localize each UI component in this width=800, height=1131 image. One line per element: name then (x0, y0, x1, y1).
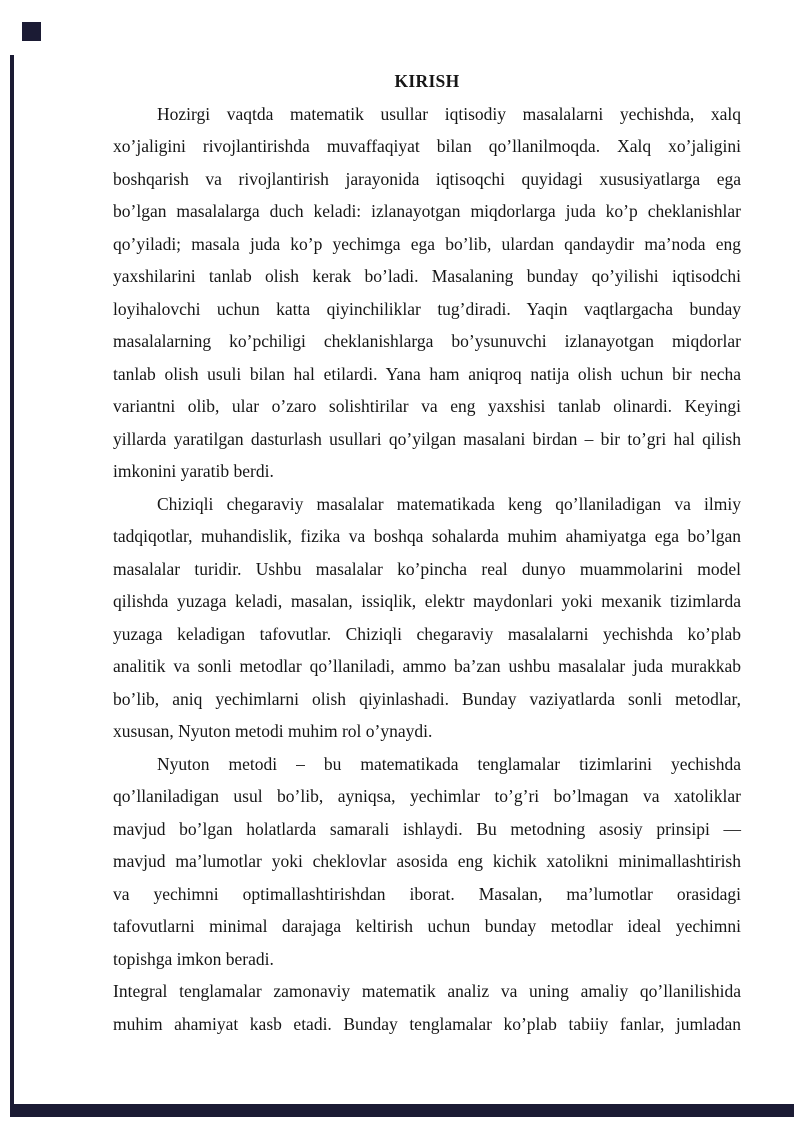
text-line: va yechimni optimallashtirishdan iborat. Masalan, ma’lumotlar orasidagi (113, 883, 741, 904)
text-line: yillarda yaratilgan dasturlash usullari qo’yilgan masalani birdan – bir to’gri hal qilish (113, 428, 741, 449)
text-line: variantni olib, ular o’zaro solishtirilar va eng yaxshisi tanlab olinardi. Keyingi (113, 396, 741, 416)
text-line: yaxshilarini tanlab olish kerak bo’ladi. Masalaning bunday qo’yilishi iqtisodchi (113, 266, 741, 286)
text-line: imkonini yaratib berdi. (113, 461, 274, 481)
text-line: bo’lgan masalalarga duch keladi: izlanayotgan miqdorlarga juda ko’p cheklanishlar (113, 201, 741, 221)
page-title: KIRISH (394, 71, 460, 91)
paragraph-4 (113, 975, 741, 1040)
text-line: tanlab olish usuli bilan hal etilardi. Yana ham aniqroq natija olish uchun bir necha (113, 363, 741, 384)
body-text (113, 98, 741, 1041)
paragraph-1 (113, 98, 741, 488)
text-line: muhim ahamiyat kasb etadi. Bunday tenglamalar ko’plab tabiiy fanlar, jumladan (113, 1013, 741, 1034)
paragraph-2 (113, 488, 741, 748)
page-border-left-line (10, 55, 14, 1104)
text-line: topishga imkon beradi. (113, 948, 274, 969)
text-line: bo’lib, aniq yechimlarni olish qiyinlashadi. Bunday vaziyatlarda sonli metodlar, (113, 688, 741, 709)
text-line: yuzaga keladigan tafovutlar. Chiziqli chegaraviy masalalarni yechishda ko’plab (113, 623, 741, 644)
text-line: Hozirgi vaqtda matematik usullar iqtisodiy masalalarni yechishda, xalq (157, 103, 741, 124)
text-line: qilishda yuzaga keladi, masalan, issiqlik, elektr maydonlari yoki mexanik tizimlarda (113, 591, 741, 611)
text-line: masalalar turidir. Ushbu masalalar ko’pincha real dunyo muammolarini model (113, 558, 741, 579)
text-line: loyihalovchi uchun katta qiyinchiliklar tug’diradi. Yaqin vaqtlargacha bunday (113, 298, 741, 319)
text-line: Integral tenglamalar zamonaviy matematik analiz va uning amaliy qo’llanilishida (113, 981, 741, 1001)
text-line: boshqarish va rivojlantirish jarayonida iqtisoqchi quyidagi xususiyatlarga ega (113, 168, 741, 189)
text-line: analitik va sonli metodlar qo’llaniladi, ammo ba’zan ushbu masalalar juda murakkab (113, 656, 741, 676)
text-line: masalalarning ko’pchiligi cheklanishlarga bo’ysunuvchi izlanayotgan miqdorlar (113, 331, 741, 351)
text-line: mavjud ma’lumotlar yoki cheklovlar asosida eng kichik xatolikni minimallashtirish (113, 851, 741, 871)
text-line: qo’llaniladigan usul bo’lib, ayniqsa, yechimlar to’g’ri bo’lmagan va xatoliklar (113, 786, 741, 806)
text-line: Nyuton metodi – bu matematikada tenglamalar tizimlarini yechishda (157, 753, 741, 774)
text-line: Chiziqli chegaraviy masalalar matematikada keng qo’llaniladigan va ilmiy (157, 493, 741, 514)
text-line: xo’jaligini rivojlantirishda muvaffaqiyat bilan qo’llanilmoqda. Xalq xo’jaligini (113, 136, 741, 156)
text-line: xususan, Nyuton metodi muhim rol o’ynaydi. (113, 721, 433, 741)
paragraph-3 (113, 748, 741, 976)
page-border-corner-mark (22, 22, 41, 41)
text-column (113, 65, 741, 1040)
page-border-bottom-bar (10, 1104, 794, 1117)
text-line: tadqiqotlar, muhandislik, fizika va boshqa sohalarda muhim ahamiyatga ega bo’lgan (113, 526, 741, 546)
text-line: qo’yiladi; masala juda ko’p yechimga ega bo’lib, ulardan qandaydir ma’noda eng (113, 233, 741, 254)
text-line: tafovutlarni minimal darajaga keltirish uchun bunday metodlar ideal yechimni (113, 916, 741, 936)
text-line: mavjud bo’lgan holatlarda samarali ishlaydi. Bu metodning asosiy prinsipi — (113, 818, 741, 839)
